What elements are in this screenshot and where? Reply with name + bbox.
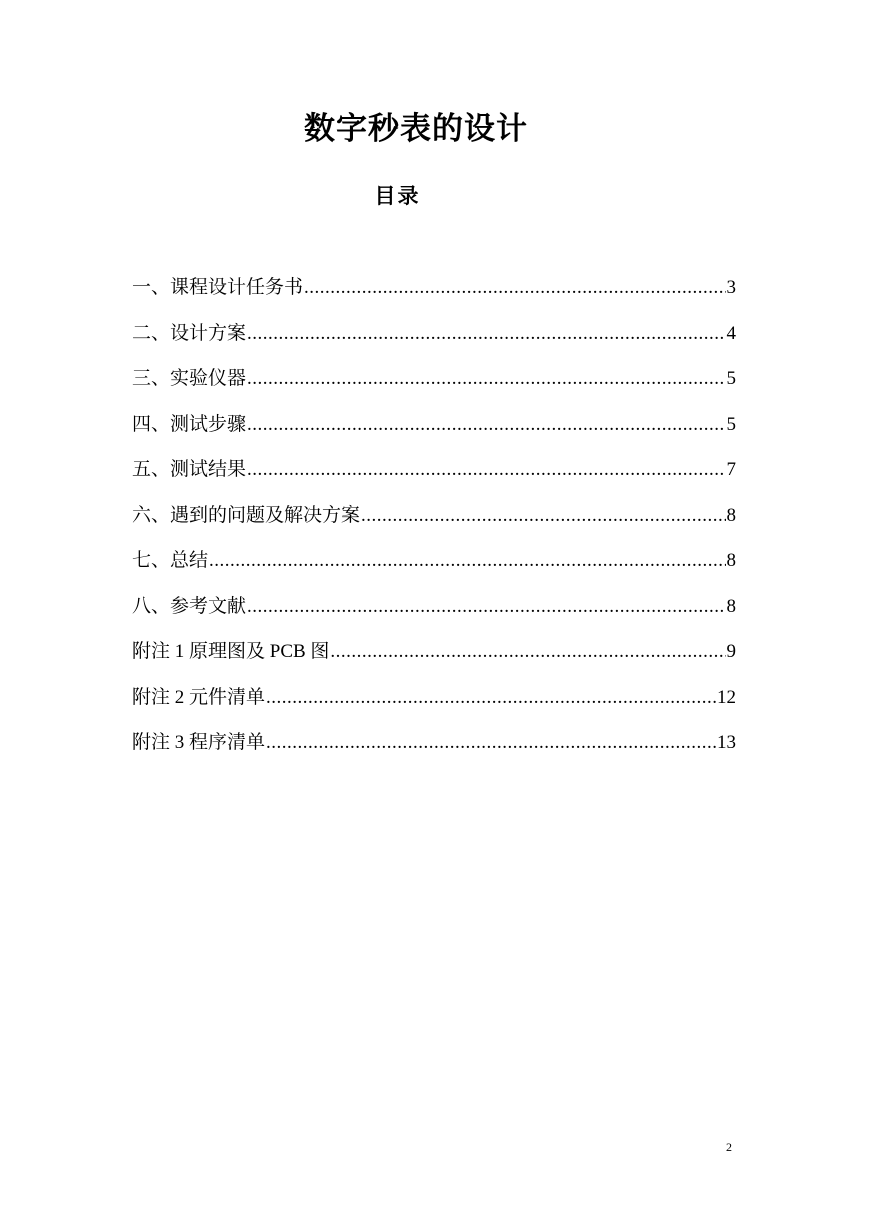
toc-entry-label: 附注 3 程序清单 — [132, 732, 266, 753]
toc-dot-leader — [247, 316, 725, 352]
toc-entry-label: 附注 2 元件清单 — [132, 686, 266, 708]
toc-entry[interactable] — [132, 316, 736, 362]
toc-entry-label: 六、遇到的问题及解决方案 — [132, 504, 361, 526]
toc-entry-label: 七、总结 — [132, 550, 209, 571]
toc-dot-leader — [361, 498, 725, 534]
toc-entry-page: 12 — [717, 686, 736, 708]
toc-entry-page: 13 — [717, 732, 736, 753]
toc-dot-leader — [266, 680, 716, 716]
toc-entry-page: 5 — [726, 368, 736, 389]
toc-dot-leader — [209, 543, 725, 579]
toc-entry-label: 一、课程设计任务书 — [132, 277, 304, 298]
toc-dot-leader — [247, 361, 725, 397]
toc-entry-page: 8 — [726, 595, 736, 617]
toc-entry-label: 五、测试结果 — [132, 459, 247, 480]
toc-entry-page: 4 — [726, 322, 736, 344]
toc-entry[interactable] — [132, 589, 736, 635]
toc-entry[interactable] — [132, 452, 736, 498]
toc-entry-label: 三、实验仪器 — [132, 368, 247, 389]
toc-entry-page: 8 — [726, 504, 736, 526]
toc-dot-leader — [304, 270, 725, 306]
toc-entry-label: 四、测试步骤 — [132, 413, 247, 435]
document-title: 数字秒表的设计 — [304, 111, 528, 147]
page-number: 2 — [726, 1140, 732, 1154]
toc-entry-label: 二、设计方案 — [132, 322, 247, 344]
toc-entry[interactable] — [132, 634, 736, 680]
table-of-contents — [132, 270, 736, 771]
toc-entry-page: 7 — [726, 459, 736, 480]
toc-entry[interactable] — [132, 361, 736, 407]
toc-entry[interactable] — [132, 543, 736, 589]
toc-dot-leader — [266, 725, 716, 761]
toc-entry-label: 八、参考文献 — [132, 595, 247, 617]
toc-dot-leader — [247, 589, 725, 625]
toc-entry-page: 5 — [726, 413, 736, 435]
toc-dot-leader — [247, 407, 725, 443]
toc-entry-page: 3 — [726, 277, 736, 298]
toc-entry[interactable] — [132, 725, 736, 771]
toc-entry[interactable] — [132, 680, 736, 726]
toc-entry-label: 附注 1 原理图及 PCB 图 — [132, 641, 330, 662]
toc-entry-page: 8 — [726, 550, 736, 571]
toc-heading: 目录 — [374, 184, 421, 208]
toc-entry[interactable] — [132, 407, 736, 453]
toc-entry[interactable] — [132, 270, 736, 316]
toc-entry-page: 9 — [726, 641, 736, 662]
toc-entry[interactable] — [132, 498, 736, 544]
toc-dot-leader — [330, 634, 725, 670]
toc-dot-leader — [247, 452, 725, 488]
